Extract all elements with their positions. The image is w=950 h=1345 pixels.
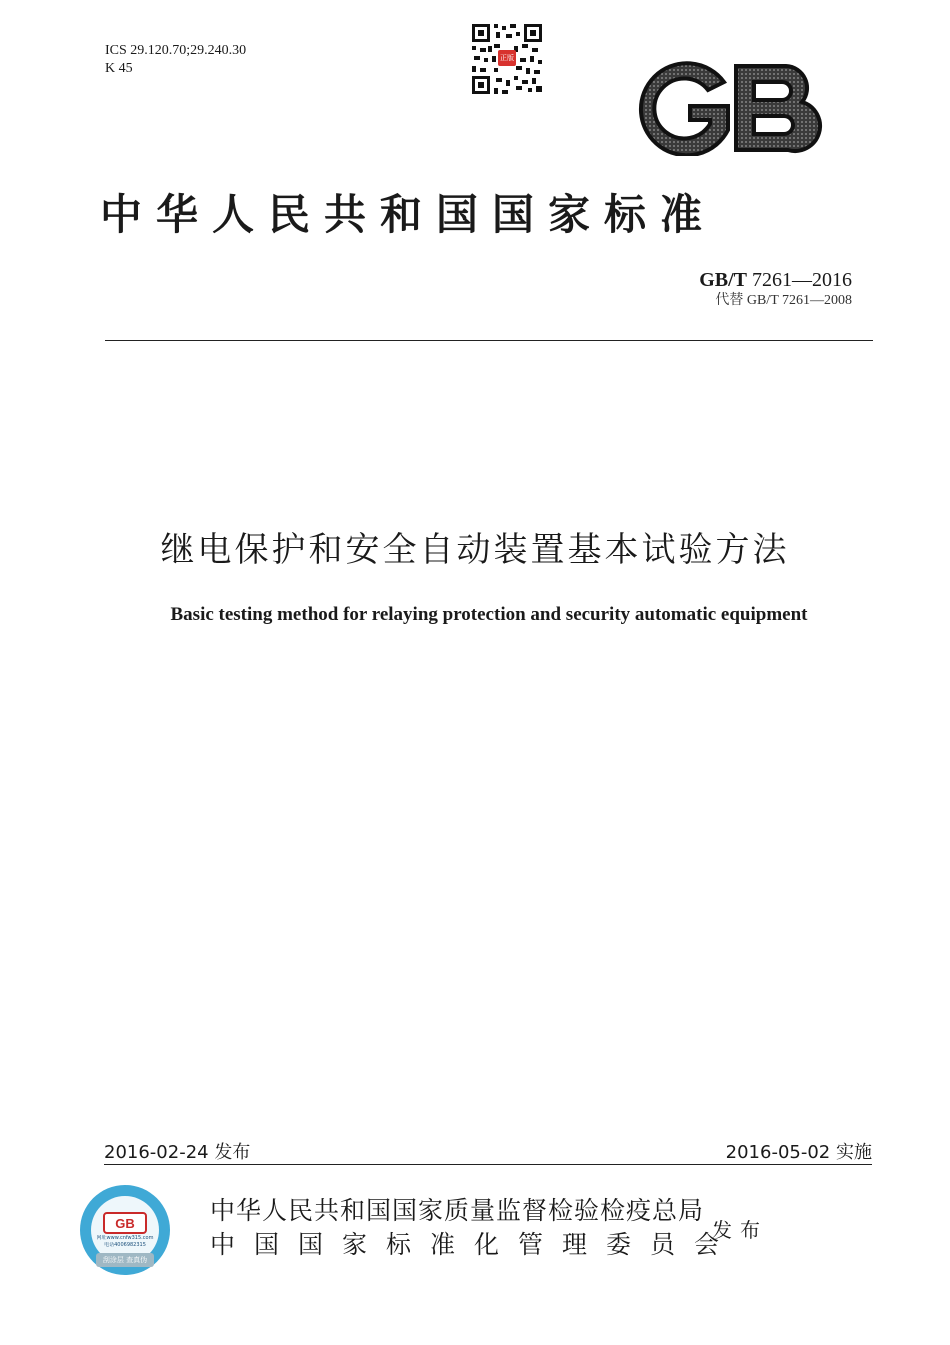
replaces-standard: 代替 GB/T 7261—2008: [715, 293, 852, 308]
standard-code-number: 7261—2016: [752, 269, 852, 291]
classification-codes: [105, 42, 246, 78]
publish-label: 发布: [712, 1218, 768, 1242]
issuing-bodies: [210, 1194, 738, 1262]
ccs-code: K 45: [105, 61, 133, 76]
document-title-english: Basic testing method for relaying protection and security automatic equipment: [170, 604, 808, 625]
standard-code: [699, 268, 852, 292]
seal-website: 网址www.cnfw315.com: [96, 1235, 154, 1241]
standard-code-block: [699, 268, 852, 310]
issuer-aqsiq: 中华人民共和国国家质量监督检验检疫总局: [210, 1196, 705, 1225]
standard-code-prefix: GB/T: [699, 269, 747, 291]
implementation-date: 2016-05-02 实施: [725, 1142, 872, 1163]
seal-scratch-label: 刮涂层 查真伪: [102, 1256, 148, 1264]
gb-logo: [636, 60, 824, 156]
seal-phone: 电话4006982315: [104, 1242, 146, 1248]
anti-counterfeit-seal: [78, 1183, 172, 1277]
standard-title: 中华人民共和国国家标准: [100, 190, 717, 239]
qr-code-icon[interactable]: [470, 22, 544, 96]
svg-text:GB: GB: [115, 1216, 135, 1231]
ics-code: ICS 29.120.70;29.240.30: [105, 43, 247, 58]
issuer-sac: 中国国家标准化管理委员会: [210, 1230, 739, 1259]
qr-badge-label: 正版: [500, 54, 514, 62]
header-divider: [105, 340, 873, 341]
document-title-chinese: 继电保护和安全自动装置基本试验方法: [160, 530, 790, 570]
footer-divider: [104, 1164, 872, 1165]
issue-date: 2016-02-24 发布: [104, 1142, 251, 1163]
